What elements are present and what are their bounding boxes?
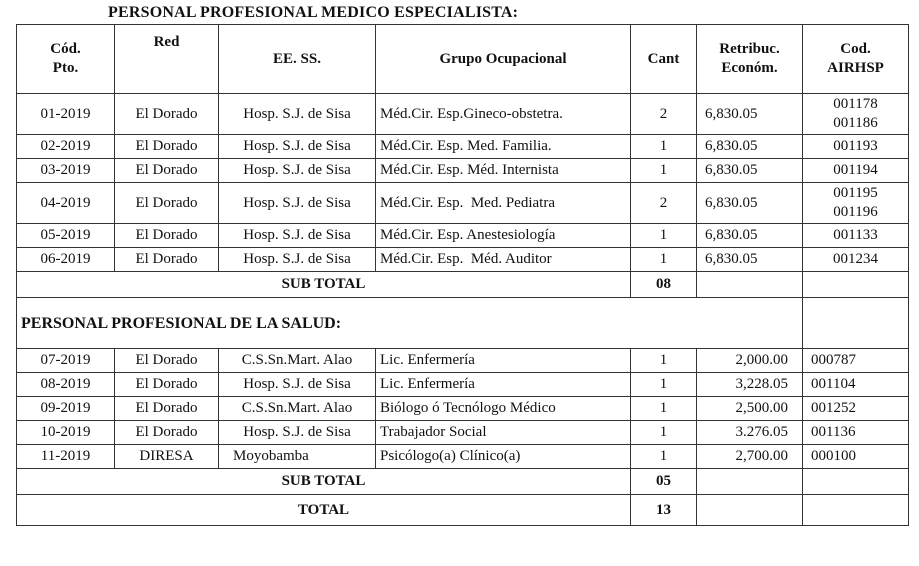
col-header-grupo: Grupo Ocupacional [376, 25, 631, 94]
cell-airhsp: 001194 [803, 159, 909, 183]
cell-cod: 04-2019 [17, 183, 115, 224]
subtotal-value: 05 [631, 469, 697, 495]
cell-cod: 05-2019 [17, 224, 115, 248]
cell-cant: 1 [631, 224, 697, 248]
cell-cant: 1 [631, 397, 697, 421]
cell-eess: Hosp. S.J. de Sisa [219, 248, 376, 272]
subtotal-row [17, 272, 909, 298]
cell-red: El Dorado [115, 94, 219, 135]
cell-cant: 1 [631, 445, 697, 469]
cell-airhsp: 000787 [803, 349, 909, 373]
cell-grupo: Méd.Cir. Esp. Méd. Auditor [376, 248, 631, 272]
cell-eess: C.S.Sn.Mart. Alao [219, 349, 376, 373]
cell-grupo: Méd.Cir. Esp. Anestesiología [376, 224, 631, 248]
cell-red: El Dorado [115, 135, 219, 159]
subtotal-label: SUB TOTAL [17, 469, 631, 495]
cell-cant: 2 [631, 94, 697, 135]
cell-retrib: 2,500.00 [697, 397, 803, 421]
cell-red: El Dorado [115, 373, 219, 397]
cell-cant: 1 [631, 248, 697, 272]
subtotal-row [17, 469, 909, 495]
header-row [17, 25, 909, 94]
cell-eess: Hosp. S.J. de Sisa [219, 183, 376, 224]
cell-eess: Hosp. S.J. de Sisa [219, 224, 376, 248]
cell-eess: Hosp. S.J. de Sisa [219, 159, 376, 183]
cell-cod: 01-2019 [17, 94, 115, 135]
cell-retrib: 6,830.05 [697, 224, 803, 248]
table-row [17, 94, 909, 135]
cell-cod: 02-2019 [17, 135, 115, 159]
col-header-red: Red [115, 25, 219, 94]
cell-grupo: Trabajador Social [376, 421, 631, 445]
table-row [17, 421, 909, 445]
cell-retrib: 2,000.00 [697, 349, 803, 373]
table-row [17, 135, 909, 159]
subtotal-label: SUB TOTAL [17, 272, 631, 298]
cell-cant: 1 [631, 421, 697, 445]
table-row [17, 397, 909, 421]
empty-cell [803, 495, 909, 526]
cell-cant: 1 [631, 349, 697, 373]
cell-retrib: 3.276.05 [697, 421, 803, 445]
table-row [17, 373, 909, 397]
cell-eess: C.S.Sn.Mart. Alao [219, 397, 376, 421]
cell-red: El Dorado [115, 349, 219, 373]
subtotal-value: 08 [631, 272, 697, 298]
cell-red: El Dorado [115, 224, 219, 248]
cell-cant: 1 [631, 135, 697, 159]
cell-airhsp: 001133 [803, 224, 909, 248]
cell-airhsp: 001234 [803, 248, 909, 272]
cell-eess: Hosp. S.J. de Sisa [219, 135, 376, 159]
cell-cant: 1 [631, 373, 697, 397]
cell-airhsp: 001104 [803, 373, 909, 397]
cell-red: El Dorado [115, 421, 219, 445]
cell-cant: 2 [631, 183, 697, 224]
col-header-retrib: Retribuc. Económ. [697, 25, 803, 94]
cell-cod: 07-2019 [17, 349, 115, 373]
empty-cell [697, 469, 803, 495]
cell-retrib: 2,700.00 [697, 445, 803, 469]
cell-retrib: 6,830.05 [697, 159, 803, 183]
cell-eess: Hosp. S.J. de Sisa [219, 94, 376, 135]
total-row [17, 495, 909, 526]
cell-retrib: 3,228.05 [697, 373, 803, 397]
cell-airhsp: 001178 001186 [803, 94, 909, 135]
cell-grupo: Méd.Cir. Esp.Gineco-obstetra. [376, 94, 631, 135]
cell-grupo: Lic. Enfermería [376, 349, 631, 373]
cell-cod: 11-2019 [17, 445, 115, 469]
cell-airhsp: 001136 [803, 421, 909, 445]
cell-airhsp: 001195 001196 [803, 183, 909, 224]
page-title: PERSONAL PROFESIONAL MEDICO ESPECIALISTA: [108, 4, 519, 21]
table-row [17, 224, 909, 248]
col-header-airhsp: Cod. AIRHSP [803, 25, 909, 94]
cell-eess: Hosp. S.J. de Sisa [219, 373, 376, 397]
cell-grupo: Lic. Enfermería [376, 373, 631, 397]
empty-cell [697, 272, 803, 298]
cell-red: El Dorado [115, 248, 219, 272]
col-header-cant: Cant [631, 25, 697, 94]
table-row [17, 349, 909, 373]
cell-cod: 09-2019 [17, 397, 115, 421]
empty-cell [803, 272, 909, 298]
cell-retrib: 6,830.05 [697, 94, 803, 135]
cell-red: El Dorado [115, 397, 219, 421]
table-row [17, 183, 909, 224]
cell-cod: 06-2019 [17, 248, 115, 272]
cell-cant: 1 [631, 159, 697, 183]
cell-retrib: 6,830.05 [697, 183, 803, 224]
cell-grupo: Méd.Cir. Esp. Med. Familia. [376, 135, 631, 159]
personnel-table [16, 24, 909, 526]
total-value: 13 [631, 495, 697, 526]
section-heading-row [17, 298, 909, 349]
cell-eess: Moyobamba [219, 445, 376, 469]
cell-red: El Dorado [115, 183, 219, 224]
table-row [17, 159, 909, 183]
section-title: PERSONAL PROFESIONAL DE LA SALUD: [17, 298, 803, 349]
col-header-cod-pto: Cód. Pto. [17, 25, 115, 94]
cell-grupo: Méd.Cir. Esp. Méd. Internista [376, 159, 631, 183]
col-header-eess: EE. SS. [219, 25, 376, 94]
cell-airhsp: 001193 [803, 135, 909, 159]
cell-retrib: 6,830.05 [697, 135, 803, 159]
empty-cell [697, 495, 803, 526]
cell-airhsp: 000100 [803, 445, 909, 469]
cell-cod: 03-2019 [17, 159, 115, 183]
cell-red: El Dorado [115, 159, 219, 183]
cell-grupo: Méd.Cir. Esp. Med. Pediatra [376, 183, 631, 224]
total-label: TOTAL [17, 495, 631, 526]
empty-cell [803, 298, 909, 349]
empty-cell [803, 469, 909, 495]
cell-grupo: Biólogo ó Tecnólogo Médico [376, 397, 631, 421]
table-row [17, 445, 909, 469]
cell-retrib: 6,830.05 [697, 248, 803, 272]
cell-airhsp: 001252 [803, 397, 909, 421]
cell-eess: Hosp. S.J. de Sisa [219, 421, 376, 445]
cell-cod: 08-2019 [17, 373, 115, 397]
cell-cod: 10-2019 [17, 421, 115, 445]
cell-grupo: Psicólogo(a) Clínico(a) [376, 445, 631, 469]
cell-red: DIRESA [115, 445, 219, 469]
table-row [17, 248, 909, 272]
